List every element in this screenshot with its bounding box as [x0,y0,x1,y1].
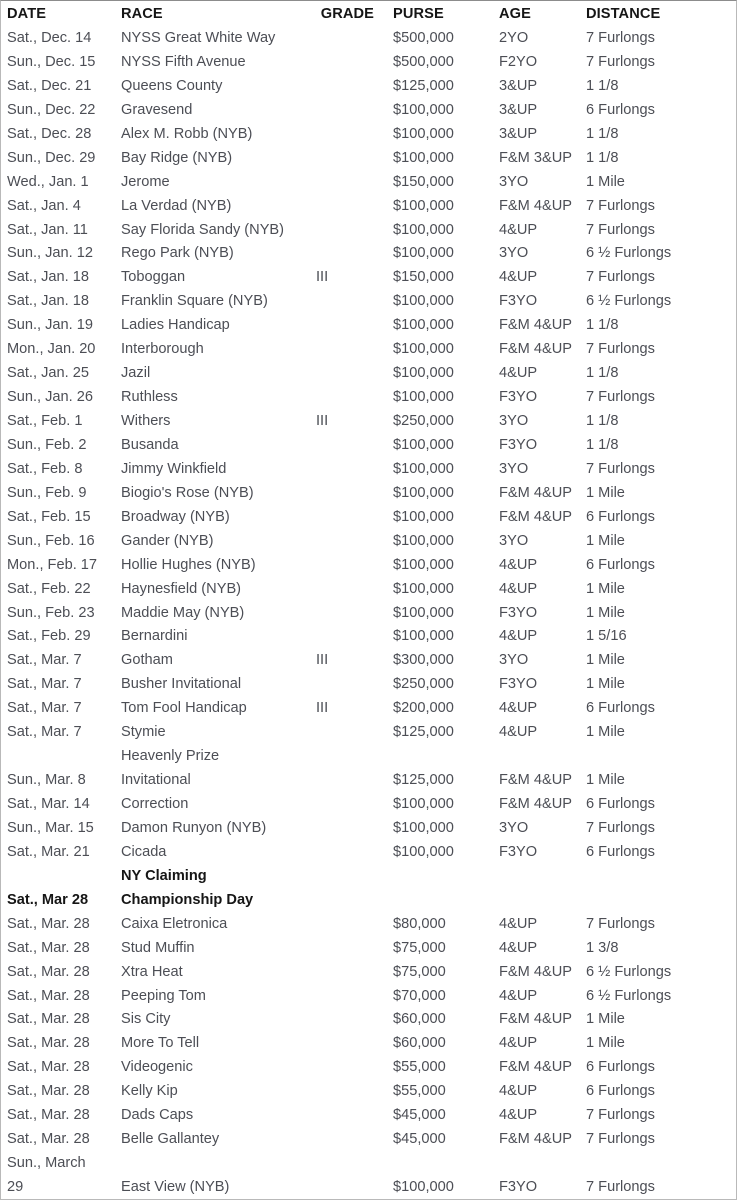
cell-distance: 6 ½ Furlongs [586,987,672,1004]
cell-date: Mon., Jan. 20 [7,341,96,358]
table-row [1,99,736,123]
cell-distance: 7 Furlongs [586,389,655,406]
cell-age: F3YO [499,436,538,453]
cell-race: Gravesend [121,101,193,118]
cell-distance: 7 Furlongs [586,819,655,836]
cell-age: F3YO [499,604,538,621]
table-row [1,242,736,266]
cell-distance: 7 Furlongs [586,269,655,286]
cell-age: 4&UP [499,628,538,645]
column-header-age: AGE [499,6,531,22]
cell-race: Interborough [121,341,204,358]
cell-date: Sun., Feb. 23 [7,604,95,621]
cell-age: F&M 4&UP [499,796,572,812]
cell-grade: III [316,269,329,286]
cell-race: NYSS Fifth Avenue [121,53,246,70]
cell-date: Sat., Dec. 21 [7,77,92,94]
cell-date: Sat., Dec. 28 [7,125,92,142]
cell-purse: $250,000 [393,413,454,429]
cell-age: 4&UP [499,724,538,741]
cell-age: F&M 4&UP [499,1059,572,1076]
table-row [1,314,736,338]
cell-distance: 7 Furlongs [586,1179,655,1195]
cell-purse: $100,000 [393,149,454,166]
cell-date: Sat., Mar. 28 [7,1107,90,1124]
table-row [1,793,736,817]
cell-purse: $100,000 [393,460,454,477]
cell-distance: 1 1/8 [586,317,619,334]
cell-purse: $100,000 [393,221,454,238]
cell-purse: $75,000 [393,939,446,956]
cell-date: Sat., Feb. 22 [7,580,91,597]
cell-age: F3YO [499,293,538,310]
cell-age: 4&UP [499,1035,538,1052]
cell-date: Mon., Feb. 17 [7,556,98,573]
cell-age: F&M 4&UP [499,1131,572,1148]
column-header-distance: DISTANCE [586,6,661,22]
table-row [1,1080,736,1104]
cell-age: 3YO [499,532,529,549]
table-row [1,625,736,649]
table-row [1,913,736,937]
table-row [1,649,736,673]
cell-race: Cicada [121,843,167,860]
table-row [1,51,736,75]
cell-race: Invitational [121,772,191,789]
cell-purse: $100,000 [393,819,454,836]
cell-age: F3YO [499,676,538,693]
cell-race: Busher Invitational [121,676,242,693]
table-row [1,195,736,219]
cell-distance: 1 5/16 [586,628,627,645]
cell-distance: 7 Furlongs [586,53,655,70]
table-row [1,578,736,602]
table-row [1,961,736,985]
cell-distance: 6 ½ Furlongs [586,963,672,980]
table-row [1,410,736,434]
cell-distance: 1 1/8 [586,77,619,94]
cell-date: Sat., Feb. 1 [7,413,83,429]
cell-race: Franklin Square (NYB) [121,293,268,310]
cell-distance: 1 3/8 [586,939,619,956]
cell-date: Sat., Feb. 8 [7,460,83,477]
table-row [1,75,736,99]
cell-purse: $125,000 [393,772,454,789]
cell-purse: $500,000 [393,30,454,46]
cell-purse: $45,000 [393,1107,446,1124]
table-row [1,171,736,195]
cell-date: Sat., Mar 28 [7,891,89,908]
cell-age: F3YO [499,843,538,860]
cell-distance: 1 Mile [586,652,625,669]
cell-age: F&M 4&UP [499,317,572,334]
cell-date: Sat., Jan. 18 [7,293,89,310]
cell-race: Ruthless [121,389,178,406]
cell-distance: 1 Mile [586,484,625,501]
cell-distance: 6 Furlongs [586,508,655,525]
cell-distance: 1 Mile [586,676,625,693]
cell-distance: 1 1/8 [586,125,619,142]
cell-race: Maddie May (NYB) [121,604,245,621]
cell-grade: III [316,700,329,717]
cell-purse: $60,000 [393,1035,446,1052]
cell-distance: 1 Mile [586,173,625,190]
cell-race: Toboggan [121,269,186,286]
cell-date: Sat., Jan. 25 [7,365,89,382]
table-row [1,697,736,721]
table-row [1,458,736,482]
cell-purse: $150,000 [393,173,454,190]
table-row [1,219,736,243]
cell-distance: 1 Mile [586,1035,625,1052]
cell-age: 2YO [499,30,529,46]
cell-purse: $55,000 [393,1083,446,1100]
cell-date: Sat., Mar. 21 [7,843,90,860]
cell-distance: 1 Mile [586,1011,625,1028]
column-header-date: DATE [7,6,47,22]
cell-race: Dads Caps [121,1107,194,1124]
cell-distance: 6 Furlongs [586,700,655,717]
table-row [1,554,736,578]
table-row [1,721,736,745]
cell-distance: 6 Furlongs [586,1083,655,1100]
cell-distance: 1 1/8 [586,149,619,166]
cell-race: Kelly Kip [121,1083,178,1100]
column-header-race: RACE [121,6,163,22]
cell-date: Sat., Jan. 11 [7,221,88,238]
cell-purse: $100,000 [393,341,454,358]
cell-race: NY Claiming [121,867,207,884]
cell-date: Sat., Feb. 29 [7,628,91,645]
table-row [1,147,736,171]
table-row [1,673,736,697]
cell-purse: $150,000 [393,269,454,286]
cell-purse: $500,000 [393,53,454,70]
cell-race: Stud Muffin [121,939,195,956]
cell-purse: $80,000 [393,915,446,932]
cell-race: Rego Park (NYB) [121,245,234,262]
cell-race: Bay Ridge (NYB) [121,149,233,166]
table-row [1,937,736,961]
cell-purse: $200,000 [393,700,454,717]
cell-age: 3YO [499,173,529,190]
cell-date: Sat., Mar. 28 [7,1035,90,1052]
cell-age: 4&UP [499,269,538,286]
table-row [1,506,736,530]
cell-purse: $100,000 [393,293,454,310]
cell-race: Haynesfield (NYB) [121,580,242,597]
table-row [1,482,736,506]
cell-distance: 6 Furlongs [586,1059,655,1076]
cell-distance: 7 Furlongs [586,1107,655,1124]
cell-distance: 7 Furlongs [586,460,655,477]
cell-purse: $55,000 [393,1059,446,1076]
cell-race: Jazil [121,365,151,382]
cell-purse: $75,000 [393,963,446,980]
table-row [1,1056,736,1080]
cell-distance: 1 Mile [586,532,625,549]
cell-age: 4&UP [499,1083,538,1100]
cell-race: Broadway (NYB) [121,508,230,525]
cell-age: 4&UP [499,365,538,382]
cell-date: Sun., Dec. 29 [7,149,96,166]
cell-distance: 7 Furlongs [586,197,655,214]
cell-date: Sat., Mar. 7 [7,652,82,669]
cell-date: Sat., Mar. 7 [7,700,82,717]
cell-age: F&M 4&UP [499,963,572,980]
cell-race: NYSS Great White Way [121,30,276,46]
table-row [1,889,736,913]
cell-purse: $100,000 [393,556,454,573]
cell-date: Sat., Mar. 28 [7,987,90,1004]
cell-age: 3YO [499,413,529,429]
cell-grade: III [316,413,329,429]
table-row [1,530,736,554]
cell-date: Sat., Feb. 15 [7,508,91,525]
cell-date: Sun., Dec. 22 [7,101,96,118]
cell-distance: 1 1/8 [586,365,619,382]
cell-distance: 7 Furlongs [586,30,655,46]
table-row [1,266,736,290]
cell-purse: $100,000 [393,604,454,621]
cell-date: Sat., Mar. 7 [7,676,82,693]
cell-purse: $125,000 [393,724,454,741]
cell-distance: 6 Furlongs [586,843,655,860]
cell-date: Sun., Dec. 15 [7,53,96,70]
cell-race: Damon Runyon (NYB) [121,819,267,836]
cell-distance: 1 Mile [586,772,625,789]
cell-purse: $100,000 [393,796,454,812]
table-row [1,865,736,889]
cell-purse: $100,000 [393,580,454,597]
table-row [1,290,736,314]
cell-date: 29 [7,1179,24,1195]
cell-race: Heavenly Prize [121,748,220,765]
cell-age: F&M 4&UP [499,197,572,214]
cell-distance: 1 1/8 [586,413,619,429]
cell-race: Queens County [121,77,223,94]
table-row [1,745,736,769]
cell-date: Sat., Dec. 14 [7,30,92,46]
cell-distance: 6 ½ Furlongs [586,245,672,262]
cell-purse: $100,000 [393,245,454,262]
cell-age: 4&UP [499,987,538,1004]
cell-age: 4&UP [499,700,538,717]
cell-purse: $100,000 [393,843,454,860]
cell-date: Sat., Mar. 28 [7,1059,90,1076]
cell-distance: 6 Furlongs [586,796,655,812]
table-header-row [1,1,736,27]
cell-age: 4&UP [499,939,538,956]
table-row [1,602,736,626]
cell-age: 3&UP [499,77,538,94]
cell-distance: 7 Furlongs [586,221,655,238]
cell-date: Sun., Mar. 8 [7,772,86,789]
cell-purse: $100,000 [393,508,454,525]
cell-race: Correction [121,796,189,812]
cell-age: 3YO [499,819,529,836]
cell-date: Sat., Jan. 18 [7,269,89,286]
cell-age: 3&UP [499,125,538,142]
cell-date: Wed., Jan. 1 [7,173,89,190]
cell-race: Bernardini [121,628,188,645]
cell-date: Sat., Mar. 14 [7,796,90,812]
cell-age: 4&UP [499,915,538,932]
cell-date: Sat., Mar. 28 [7,1011,90,1028]
cell-date: Sun., Feb. 16 [7,532,95,549]
cell-age: 4&UP [499,1107,538,1124]
cell-race: Videogenic [121,1059,193,1076]
cell-race: Sis City [121,1011,171,1028]
cell-age: F&M 4&UP [499,1011,572,1028]
cell-date: Sat., Mar. 28 [7,939,90,956]
table-row [1,386,736,410]
cell-race: Jimmy Winkfield [121,460,227,477]
cell-age: 3&UP [499,101,538,118]
cell-distance: 6 ½ Furlongs [586,293,672,310]
cell-purse: $100,000 [393,365,454,382]
table-row [1,1032,736,1056]
cell-date: Sun., Jan. 26 [7,389,94,406]
cell-age: F&M 4&UP [499,508,572,525]
cell-race: Biogio's Rose (NYB) [121,484,254,501]
cell-date: Sat., Jan. 4 [7,197,81,214]
table-row [1,362,736,386]
cell-race: Xtra Heat [121,963,183,980]
table-row [1,1008,736,1032]
cell-race: Ladies Handicap [121,317,230,334]
cell-race: La Verdad (NYB) [121,197,232,214]
table-row [1,27,736,51]
cell-date: Sun., Jan. 12 [7,245,94,262]
cell-distance: 1 Mile [586,580,625,597]
cell-age: F3YO [499,1179,538,1195]
cell-age: 4&UP [499,556,538,573]
cell-race: Gander (NYB) [121,532,214,549]
table-row [1,338,736,362]
cell-date: Sun., March [7,1155,86,1172]
cell-race: Jerome [121,173,170,190]
cell-race: Tom Fool Handicap [121,700,247,717]
cell-age: F&M 3&UP [499,149,572,166]
cell-date: Sat., Mar. 28 [7,915,90,932]
cell-date: Sat., Mar. 7 [7,724,82,741]
cell-distance: 1 1/8 [586,436,619,453]
cell-race: Alex M. Robb (NYB) [121,125,253,142]
cell-race: Gotham [121,652,173,669]
cell-date: Sat., Mar. 28 [7,963,90,980]
cell-distance: 6 Furlongs [586,556,655,573]
cell-age: F&M 4&UP [499,341,572,358]
cell-purse: $100,000 [393,436,454,453]
cell-date: Sun., Mar. 15 [7,819,94,836]
cell-age: 3YO [499,245,529,262]
cell-distance: 1 Mile [586,724,625,741]
table-row [1,1104,736,1128]
cell-distance: 6 Furlongs [586,101,655,118]
table-row [1,1128,736,1152]
column-header-purse: PURSE [393,6,444,22]
column-header-grade: GRADE [320,6,374,22]
cell-date: Sun., Feb. 2 [7,436,87,453]
cell-purse: $100,000 [393,484,454,501]
cell-date: Sat., Mar. 28 [7,1083,90,1100]
table-row [1,1176,736,1200]
cell-purse: $100,000 [393,101,454,118]
cell-age: 3YO [499,652,529,669]
table-row [1,1152,736,1176]
table-row [1,985,736,1009]
cell-age: F&M 4&UP [499,772,572,789]
cell-age: 3YO [499,460,529,477]
cell-race: Stymie [121,724,166,741]
cell-distance: 1 Mile [586,604,625,621]
cell-date: Sat., Mar. 28 [7,1131,90,1148]
cell-purse: $100,000 [393,125,454,142]
cell-purse: $250,000 [393,676,454,693]
cell-distance: 7 Furlongs [586,1131,655,1148]
cell-purse: $45,000 [393,1131,446,1148]
cell-race: Busanda [121,436,179,453]
cell-purse: $60,000 [393,1011,446,1028]
cell-race: Withers [121,413,171,429]
cell-purse: $300,000 [393,652,454,669]
cell-grade: III [316,652,329,669]
cell-race: Championship Day [121,891,254,908]
cell-purse: $125,000 [393,77,454,94]
cell-purse: $100,000 [393,389,454,406]
cell-date: Sun., Jan. 19 [7,317,94,334]
cell-distance: 7 Furlongs [586,341,655,358]
cell-distance: 7 Furlongs [586,915,655,932]
cell-race: Belle Gallantey [121,1131,220,1148]
table-row [1,817,736,841]
cell-purse: $100,000 [393,1179,454,1195]
cell-race: Hollie Hughes (NYB) [121,556,256,573]
cell-race: More To Tell [121,1035,200,1052]
cell-race: Say Florida Sandy (NYB) [121,221,285,238]
cell-purse: $100,000 [393,197,454,214]
cell-purse: $100,000 [393,532,454,549]
cell-age: F2YO [499,53,538,70]
cell-purse: $100,000 [393,317,454,334]
table-row [1,769,736,793]
cell-age: 4&UP [499,221,538,238]
table-row [1,841,736,865]
cell-race: Caixa Eletronica [121,915,228,932]
cell-race: East View (NYB) [121,1179,230,1195]
table-row [1,123,736,147]
cell-race: Peeping Tom [121,987,206,1004]
cell-age: F3YO [499,389,538,406]
cell-date: Sun., Feb. 9 [7,484,87,501]
cell-purse: $70,000 [393,987,446,1004]
cell-purse: $100,000 [393,628,454,645]
cell-age: F&M 4&UP [499,484,572,501]
table-row [1,434,736,458]
cell-age: 4&UP [499,580,538,597]
